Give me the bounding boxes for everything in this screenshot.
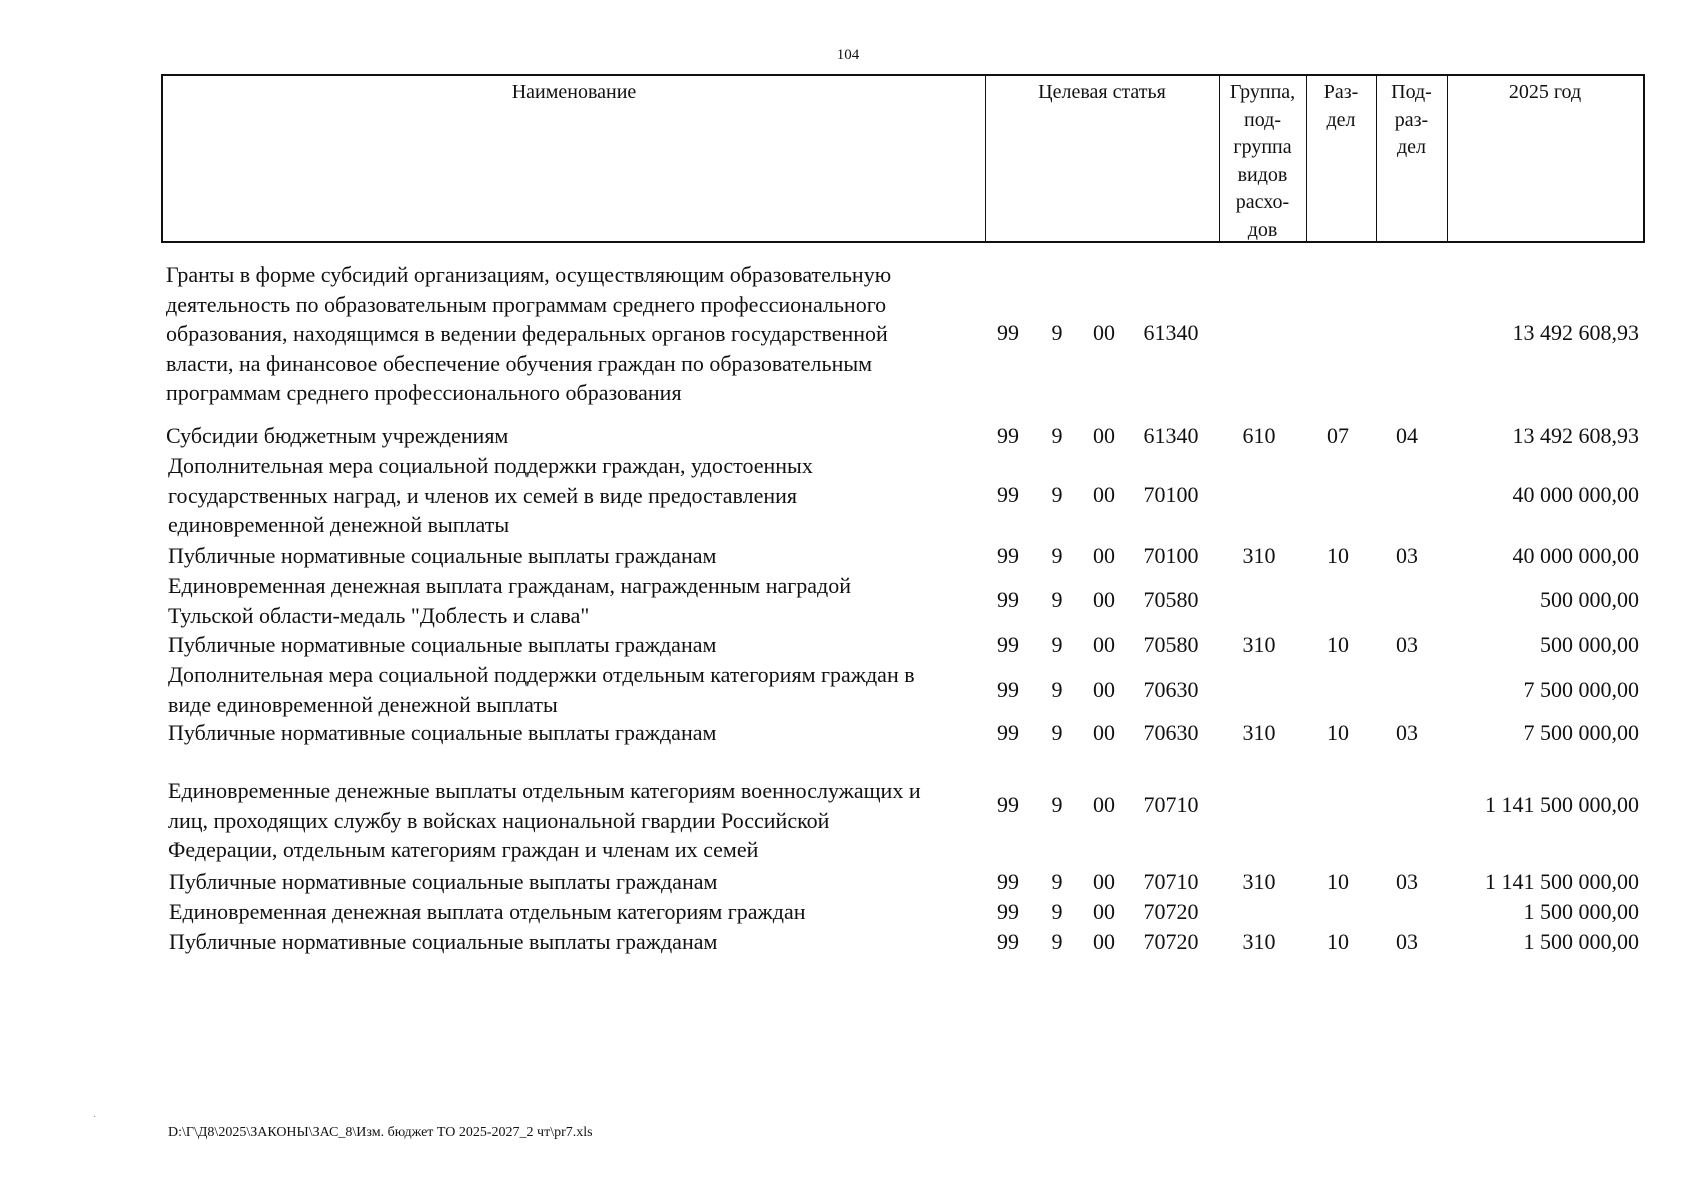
cell-amount: 1 500 000,00	[1523, 899, 1639, 924]
cell-subsection: 03	[1396, 632, 1418, 657]
row-name	[166, 421, 986, 451]
cell-c4: 70720	[1143, 899, 1199, 924]
cell-amount: 1 500 000,00	[1523, 929, 1639, 954]
header-group-line: Группа,	[1229, 81, 1296, 103]
cell-c1: 99	[997, 929, 1019, 954]
row-name-line: Единовременные денежные выплаты отдельным категориям военнослужащих и	[168, 778, 921, 803]
cell-c3: 00	[1093, 869, 1115, 894]
row-name	[169, 867, 989, 897]
cell-c4: 70720	[1143, 929, 1199, 954]
row-name-line: программам среднего профессионального образования	[166, 380, 682, 405]
cell-c3: 00	[1093, 792, 1115, 817]
cell-c2: 9	[1051, 677, 1063, 702]
cell-section: 10	[1327, 720, 1349, 745]
cell-group: 610	[1242, 423, 1276, 448]
header-group-line: видов	[1237, 163, 1288, 186]
header-target-label: Целевая статья	[1038, 81, 1166, 103]
cell-subsection: 03	[1396, 929, 1418, 954]
scan-mark: ·	[93, 1112, 97, 1123]
cell-c1: 99	[997, 423, 1019, 448]
cell-c2: 9	[1051, 929, 1063, 954]
cell-c2: 9	[1051, 899, 1063, 924]
cell-subsection: 03	[1396, 869, 1418, 894]
cell-section: 10	[1327, 929, 1349, 954]
cell-c1: 99	[997, 543, 1019, 568]
cell-c4: 70100	[1143, 482, 1199, 507]
row-name-line: Публичные нормативные социальные выплаты гражданам	[168, 720, 717, 745]
cell-c3: 00	[1093, 899, 1115, 924]
row-name-line: деятельность по образовательным программам среднего профессионального	[166, 291, 887, 317]
row-name-line: образования, находящимся в ведении федеральных органов государственной	[166, 321, 888, 346]
row-name-line: Гранты в форме субсидий организациям, осуществляющим образовательную	[166, 262, 892, 287]
row-name-line: Единовременная денежная выплата отдельным категориям граждан	[169, 899, 806, 924]
cell-amount: 1 141 500 000,00	[1485, 792, 1639, 817]
cell-section: 10	[1327, 632, 1349, 657]
cell-c2: 9	[1051, 543, 1063, 568]
cell-c3: 00	[1093, 929, 1115, 954]
cell-c4: 70580	[1143, 587, 1199, 612]
row-name-line: Дополнительная мера социальной поддержки граждан, удостоенных	[168, 453, 813, 478]
row-name-line: Публичные нормативные социальные выплаты гражданам	[168, 632, 717, 657]
cell-c4: 70710	[1143, 792, 1199, 817]
cell-c1: 99	[997, 320, 1019, 345]
header-section-line: дел	[1326, 108, 1356, 131]
cell-c1: 99	[997, 482, 1019, 507]
header-group-line: дов	[1247, 218, 1278, 241]
row-name	[168, 718, 988, 748]
row-name-line: Публичные нормативные социальные выплаты гражданам	[169, 929, 718, 954]
cell-c4: 61340	[1143, 423, 1199, 448]
row-name	[168, 776, 988, 865]
cell-c3: 00	[1093, 632, 1115, 657]
cell-amount: 40 000 000,00	[1512, 543, 1639, 568]
cell-c4: 70710	[1143, 869, 1199, 894]
cell-c4: 70630	[1143, 720, 1199, 745]
cell-amount: 40 000 000,00	[1512, 482, 1639, 507]
cell-c1: 99	[997, 869, 1019, 894]
row-name	[168, 571, 988, 630]
header-group-line: группа	[1233, 136, 1292, 158]
cell-c3: 00	[1093, 677, 1115, 702]
footer-file-path: D:\Г\Д8\2025\ЗАКОНЫ\ЗАС_8\Изм. бюджет ТО 2025-2027_2 чт\pr7.xls	[168, 1125, 593, 1140]
row-name-line: Федерации, отдельным категориям граждан и членам их семей	[168, 837, 759, 862]
cell-group: 310	[1242, 929, 1276, 954]
header-subsection-line: Под-	[1391, 81, 1432, 103]
cell-section: 10	[1327, 543, 1349, 568]
cell-c3: 00	[1093, 543, 1115, 568]
cell-c3: 00	[1093, 587, 1115, 612]
row-name-line: единовременной денежной выплаты	[168, 512, 510, 537]
cell-c2: 9	[1051, 632, 1063, 657]
cell-c2: 9	[1051, 869, 1063, 894]
row-name	[168, 630, 988, 660]
row-name-line: виде единовременной денежной выплаты	[168, 691, 558, 717]
cell-amount: 1 141 500 000,00	[1485, 869, 1639, 894]
cell-subsection: 03	[1396, 720, 1418, 745]
cell-c1: 99	[997, 677, 1019, 702]
row-name	[168, 451, 988, 540]
cell-c2: 9	[1051, 320, 1063, 345]
row-name-line: власти, на финансовое обеспечение обучения граждан по образовательным	[166, 350, 873, 376]
cell-group: 310	[1242, 720, 1276, 745]
row-name	[166, 260, 986, 408]
cell-c2: 9	[1051, 423, 1063, 448]
row-name	[168, 660, 988, 719]
row-name	[169, 897, 989, 927]
row-name-line: Публичные нормативные социальные выплаты гражданам	[169, 869, 718, 894]
cell-c1: 99	[997, 587, 1019, 612]
cell-c3: 00	[1093, 320, 1115, 345]
header-name-label: Наименование	[511, 81, 637, 103]
row-name-line: Субсидии бюджетным учреждениям	[166, 423, 509, 448]
row-name-line: Единовременная денежная выплата гражданам, награжденным наградой	[168, 573, 851, 598]
row-name	[169, 927, 989, 957]
cell-c1: 99	[997, 632, 1019, 657]
row-name-line: Публичные нормативные социальные выплаты гражданам	[168, 543, 717, 568]
row-name-line: Тульской области-медаль "Доблесть и слава"	[168, 602, 590, 628]
row-name	[168, 541, 988, 571]
cell-group: 310	[1242, 543, 1276, 568]
cell-c3: 00	[1093, 482, 1115, 507]
cell-c3: 00	[1093, 720, 1115, 745]
cell-subsection: 04	[1396, 423, 1418, 448]
header-year-label: 2025 год	[1508, 81, 1582, 103]
cell-subsection: 03	[1396, 543, 1418, 568]
cell-c1: 99	[997, 792, 1019, 817]
cell-c4: 70630	[1143, 677, 1199, 702]
page-number: 104	[836, 47, 860, 63]
row-name-line: лиц, проходящих службу в войсках национальной гвардии Российской	[168, 807, 830, 833]
row-name-line: Дополнительная мера социальной поддержки отдельным категориям граждан в	[168, 662, 915, 687]
header-group-line: расхо-	[1235, 191, 1290, 213]
cell-c2: 9	[1051, 587, 1063, 612]
cell-amount: 7 500 000,00	[1523, 720, 1639, 745]
header-section-line: Раз-	[1323, 81, 1359, 103]
cell-c3: 00	[1093, 423, 1115, 448]
cell-c2: 9	[1051, 482, 1063, 507]
header-subsection-line: раз-	[1394, 108, 1429, 131]
cell-amount: 500 000,00	[1540, 632, 1639, 657]
cell-c1: 99	[997, 899, 1019, 924]
cell-amount: 500 000,00	[1540, 587, 1639, 612]
cell-c4: 70580	[1143, 632, 1199, 657]
cell-c4: 70100	[1143, 543, 1199, 568]
cell-amount: 13 492 608,93	[1512, 423, 1639, 448]
cell-amount: 13 492 608,93	[1512, 320, 1639, 345]
header-subsection-line: дел	[1396, 136, 1427, 158]
cell-group: 310	[1242, 632, 1276, 657]
cell-c4: 61340	[1143, 320, 1199, 345]
row-name-line: государственных наград, и членов их семей в виде предоставления	[168, 482, 798, 508]
cell-section: 07	[1327, 423, 1349, 448]
cell-c1: 99	[997, 720, 1019, 745]
cell-amount: 7 500 000,00	[1523, 677, 1639, 702]
cell-c2: 9	[1051, 792, 1063, 817]
header-group-line: под-	[1244, 108, 1281, 131]
cell-c2: 9	[1051, 720, 1063, 745]
cell-section: 10	[1327, 869, 1349, 894]
cell-group: 310	[1242, 869, 1276, 894]
